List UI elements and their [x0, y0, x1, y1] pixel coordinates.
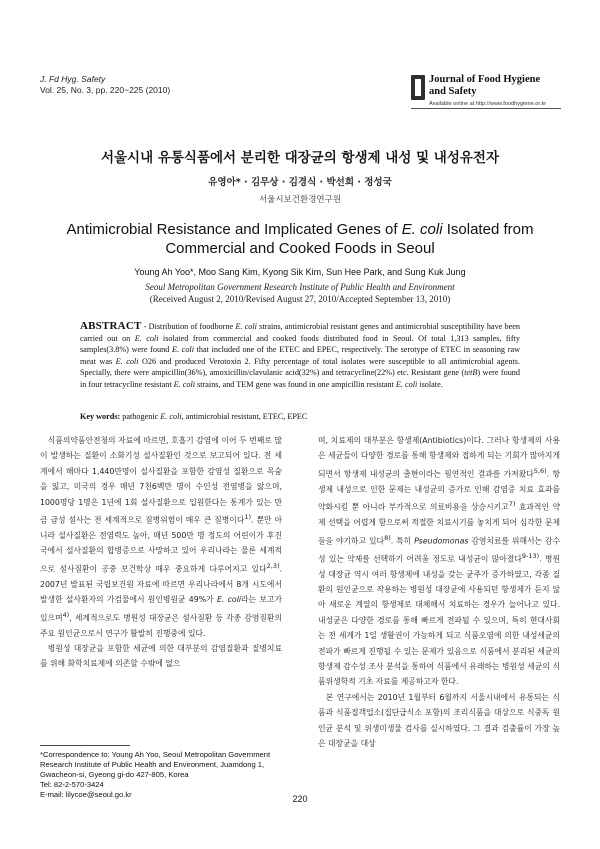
korean-authors: 유영아* · 김무상 · 김경식 · 박선희 · 정성국	[208, 177, 392, 188]
body-text: 며, 치료제의 대부분은 항생제(Antibiotics)이다. 그러나 항생제의 사용은 세균들이 다양한 경로를 통해 항생제와 접하게 되는 기회가 많아지게 되면서 항생제 내성균의 출현이라는 필연적인 결과를 가져왔다	[318, 436, 560, 479]
body-text: 식품의약품안전청의 자료에 따르면, 호흡기 감염에 이어 두 번째로 많이 발생하는 질환이 소화기성 설사질환인 것으로 보고되어 있다. 전 세계에서 해마다 1,440만명이 설사질환을 포함한 감염성 질환으로 목숨을 잃고, 미국의 경우 매년 7천6백만 명이 수인성 전염병을 앓으며, 1000명당 1명은 1년에 1회 설사질환으로 입원한다는 통계가 있는 만큼 급성 설사는 전 세계적으로 질병위험이 매우 큰 질병이다	[40, 436, 282, 525]
citation: 1)	[244, 513, 252, 522]
abstract-text: - Distribution of foodborne	[141, 322, 236, 331]
keywords-label: Key words:	[80, 412, 121, 421]
citation: 8)	[384, 533, 391, 542]
english-affiliation: Seoul Metropolitan Government Research Institute of Public Health and Environment	[145, 282, 455, 292]
abstract-italic: E. coli	[395, 379, 418, 389]
english-title-italic: E. coli	[401, 221, 443, 238]
korean-affiliation: 서울시보건환경연구원	[258, 195, 342, 205]
abstract-italic: E. coli	[134, 333, 159, 343]
body-text: . 특히	[390, 536, 415, 546]
body-text: , 세계적으로도 병원성 대장균은 설사질환 등 각종 감염질환의 주요 원인균으로서 연구가 활발히 진행중에 있다.	[40, 613, 282, 638]
body-paragraph: 병원성 대장균을 포함한 세균에 의한 대부분의 감염질환과 질병치료를 위해 화학치료제에 의존할 수밖에 없으	[40, 644, 282, 669]
body-text: . 2007년 발표된 국립보건원 자료에 따르면 우리나라에서 8개 시도에서 발생한 설사환자의 가검물에서 원인병원균 49%가	[40, 564, 282, 605]
abstract-text: ) were found in four tetracycline resistant	[80, 368, 520, 389]
abstract-text: strains, antimicrobial resistant genes and antimicrobial susceptibility have been carried out on	[80, 322, 520, 343]
body-text: 감염치료를 위해서는 감수성 있는 약제를 선택하기 어려울 정도로 내성균이 많아졌다	[318, 536, 560, 564]
keywords	[80, 412, 520, 421]
logo-title-line2: and Safety	[429, 86, 477, 97]
abstract-text: strains, and TEM gene was found in one ampicillin resistant	[195, 379, 396, 389]
abstract-text: O26 and produced Verotoxin 2. Fifty percentage of total isolates were susceptible to all antimicrobial agents. Specially, there were ampicillin(36%), amoxicillin/clavulanic acid(32%) and tetracycline(22%) etc. Resistant gene (	[80, 356, 520, 378]
footnote-tel: Tel: 82-2-570-3424	[40, 780, 104, 789]
journal-reference	[40, 74, 170, 96]
correspondence-footnote	[40, 750, 295, 800]
journal-volume: Vol. 25, No. 3, pp. 220~225 (2010)	[40, 85, 171, 95]
body-italic: Pseudomonas	[414, 536, 469, 546]
body-italic: E. coli	[216, 595, 242, 605]
abstract-italic: tetB	[464, 368, 478, 378]
citation: 9-13)	[521, 551, 540, 560]
abstract-text: isolated from commercial and cooked foods distributed food in Seoul. Of total 1,313 samples, fifty samples(3.8%) were found	[80, 333, 521, 355]
received-dates: (Received August 2, 2010/Revised August 27, 2010/Accepted September 13, 2010)	[149, 294, 451, 304]
body-column-right	[318, 433, 560, 752]
journal-name: J. Fd Hyg. Safety	[40, 74, 106, 84]
body-text: 라는 보고가 있으며	[40, 595, 283, 623]
abstract-italic: E. coli	[171, 345, 194, 355]
journal-logo-icon	[411, 75, 425, 100]
body-text: 효과적인 약제 선택을 어렵게 함으로써 적절한 치료시기를 놓치게 되어 심각한 문제들을 야기하고 있다	[318, 502, 560, 546]
footnote-email: E-mail: lilycoe@seoul.go.kr	[40, 790, 132, 799]
body-paragraph: 본 연구에서는 2010년 1월부터 6월까지 서울시내에서 유통되는 식품과 식품접객업소(집단급식소 포함)의 조리식품을 대상으로 식중독 원인균 분석 및 위생미생물 검사를 실시하였다. 그 결과 검출률이 가장 높은 대장균을 대상	[318, 692, 560, 749]
body-text: . 뿐만 아니라 설사질환은 전염력도 높아, 매년 500만 명 정도의 어린이가 후진국에서 설사질환의 합병증으로 사망하고 있어 우리나라는 물론 세계적으로 설사질환이 공중 보건학상 매우 중요하게 다루어지고 있다	[40, 515, 283, 574]
citation: 7)	[508, 500, 516, 509]
korean-title: 서울시내 유통식품에서 분리한 대장균의 항생제 내성 및 내성유전자	[100, 150, 500, 166]
body-column-left	[40, 433, 282, 672]
header-divider	[411, 108, 561, 109]
body-text: . 항생제 내성으로 인한 문제는 내성균의 증가로 인해 감염증 치료 효과를 약화시킬 뿐 아니라 부가적으로 의료비용을 상승시키고	[318, 469, 560, 512]
keywords-text: , antimicrobial resistant, ETEC, EPEC	[181, 412, 308, 421]
abstract-text: that included one of the ETEC and EPEC, respectively. The serotype of ETEC in seasoning raw meat was	[80, 345, 520, 366]
english-title	[40, 220, 560, 258]
logo-title-line1: Journal of Food Hygiene	[429, 74, 541, 85]
english-title-part2: Isolated from Commercial and Cooked Foods in Seoul	[165, 221, 534, 257]
keywords-italic: E. coli	[160, 412, 182, 421]
abstract	[80, 321, 520, 391]
abstract-italic: E. coli	[173, 379, 196, 389]
abstract-heading: ABSTRACT	[80, 320, 142, 332]
citation: 4)	[62, 610, 70, 619]
citation: 5,6)	[533, 466, 547, 475]
abstract-italic: E. coli	[115, 356, 139, 366]
abstract-text: isolate.	[417, 379, 443, 389]
footnote-divider	[40, 745, 130, 746]
page-number: 220	[292, 794, 308, 804]
body-paragraph	[40, 433, 282, 641]
citation: 2,3)	[266, 561, 280, 570]
journal-logo	[411, 74, 561, 108]
footnote-address: *Correspondence to: Young Ah Yoo, Seoul Metropolitan Government Research Institute of Public Health and Environment, Juamdong 1, Gwacheon-si, Gyeong gi-do 427-805, Korea	[40, 750, 273, 779]
abstract-italic: E. coli	[235, 322, 257, 331]
keywords-text: pathogenic	[120, 412, 161, 421]
english-authors: Young Ah Yoo*, Moo Sang Kim, Kyong Sik Kim, Sun Hee Park, and Sung Kuk Jung	[134, 267, 466, 277]
english-title-part1: Antimicrobial Resistance and Implicated Genes of	[66, 221, 402, 238]
logo-url: Available online at http://www.foodhygiene.or.kr	[429, 101, 547, 107]
body-paragraph	[318, 433, 560, 690]
body-text: . 병원성 대장균 역시 여러 항생제에 내성을 갖는 균주가 증가하였고, 각종 질환의 원인균으로 작용하는 병원성 대장균에 사용되던 항생제가 듣지 않아 새로운 계열의 항생제로 대체해서 치료하는 경우가 늘어나고 있다. 내성균은 다양한 경로를 통해 빠르게 전파될 수 있으며, 특히 현대사회는 전 세계가 1일 생활권이 가능하게 되고 식품오염에 의한 내성세균의 전파가 빠르게 진행될 수 있는 문제가 있음으로 식품에서 분리된 세균의 항생제 감수성 조사 분석을 통하여 식품에서 유래하는 병원성 세균의 식품위생학적 기초 자료를 제공하고자 한다.	[318, 554, 560, 687]
